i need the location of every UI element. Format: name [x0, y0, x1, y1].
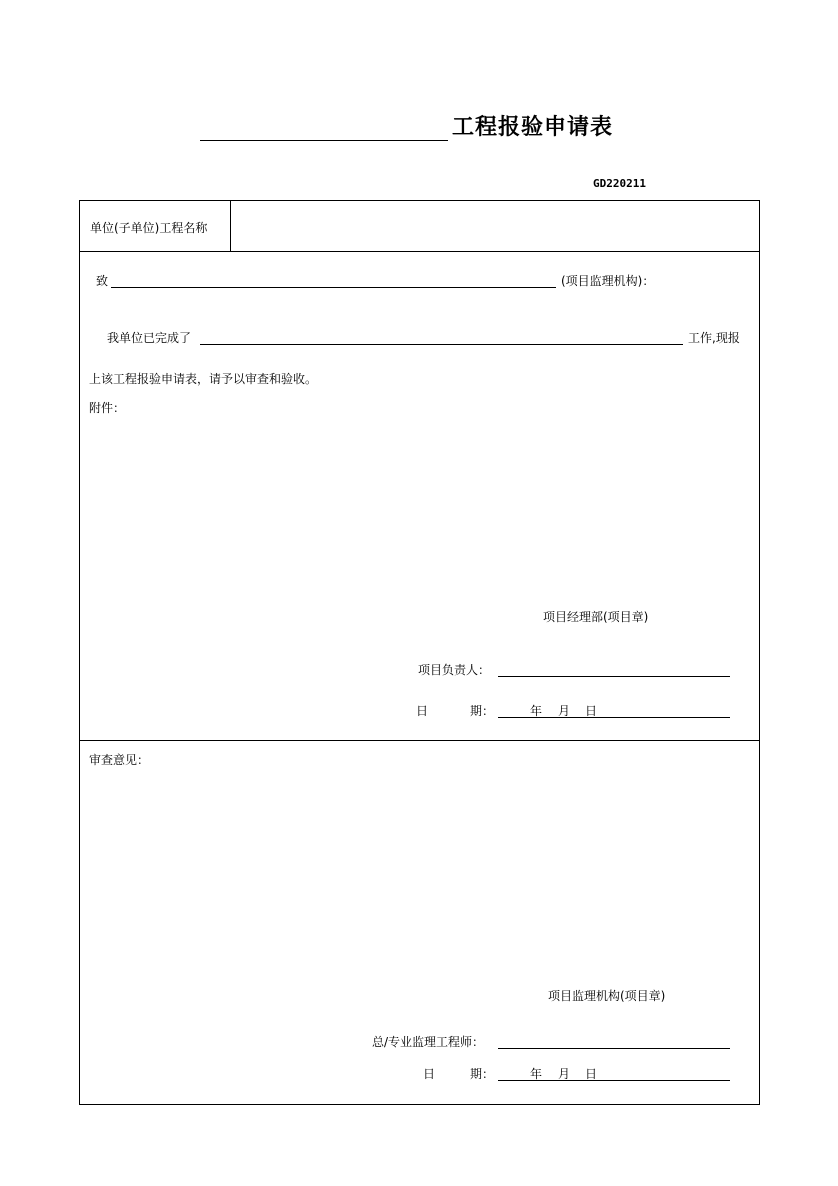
completed-prefix: 我单位已完成了: [107, 331, 192, 345]
application-sentence: 上该工程报验申请表，请予以审查和验收。: [89, 372, 318, 386]
attachment-label: 附件：: [89, 401, 126, 415]
date-year: 年: [530, 704, 543, 718]
date-day: 日: [585, 704, 598, 718]
date-label-day: 日: [416, 704, 429, 718]
page-title: 工程报验申请表: [452, 115, 614, 140]
form-code: GD220211: [593, 177, 646, 190]
completed-work-field[interactable]: [200, 344, 683, 345]
completed-suffix: 工作,现报: [688, 331, 740, 345]
project-row-divider: [230, 200, 231, 251]
responsible-person-label: 项目负责人：: [418, 663, 491, 677]
to-recipient-field[interactable]: [111, 287, 556, 288]
to-suffix: (项目监理机构)：: [561, 274, 655, 288]
date-month: 月: [558, 704, 571, 718]
supervisor-stamp-label: 项目监理机构(项目章): [548, 989, 666, 1003]
review-date-year: 年: [530, 1067, 543, 1081]
engineer-field[interactable]: [498, 1048, 730, 1049]
date-label-period: 期：: [470, 704, 495, 718]
row-separator-1: [79, 251, 760, 252]
responsible-person-field[interactable]: [498, 676, 730, 677]
review-opinion-label: 审查意见：: [89, 753, 150, 767]
review-date-label-day: 日: [423, 1067, 436, 1081]
engineer-label: 总/专业监理工程师：: [372, 1035, 485, 1049]
application-date-field[interactable]: [498, 717, 730, 718]
review-date-field[interactable]: [498, 1080, 730, 1081]
review-date-month: 月: [558, 1067, 571, 1081]
row-separator-2: [79, 740, 760, 741]
title-blank-line[interactable]: [200, 140, 448, 141]
to-prefix: 致: [96, 274, 109, 288]
review-date-label-period: 期：: [470, 1067, 495, 1081]
contractor-stamp-label: 项目经理部(项目章): [543, 610, 649, 624]
review-date-day: 日: [585, 1067, 598, 1081]
project-name-label: 单位(子单位)工程名称: [90, 221, 208, 235]
